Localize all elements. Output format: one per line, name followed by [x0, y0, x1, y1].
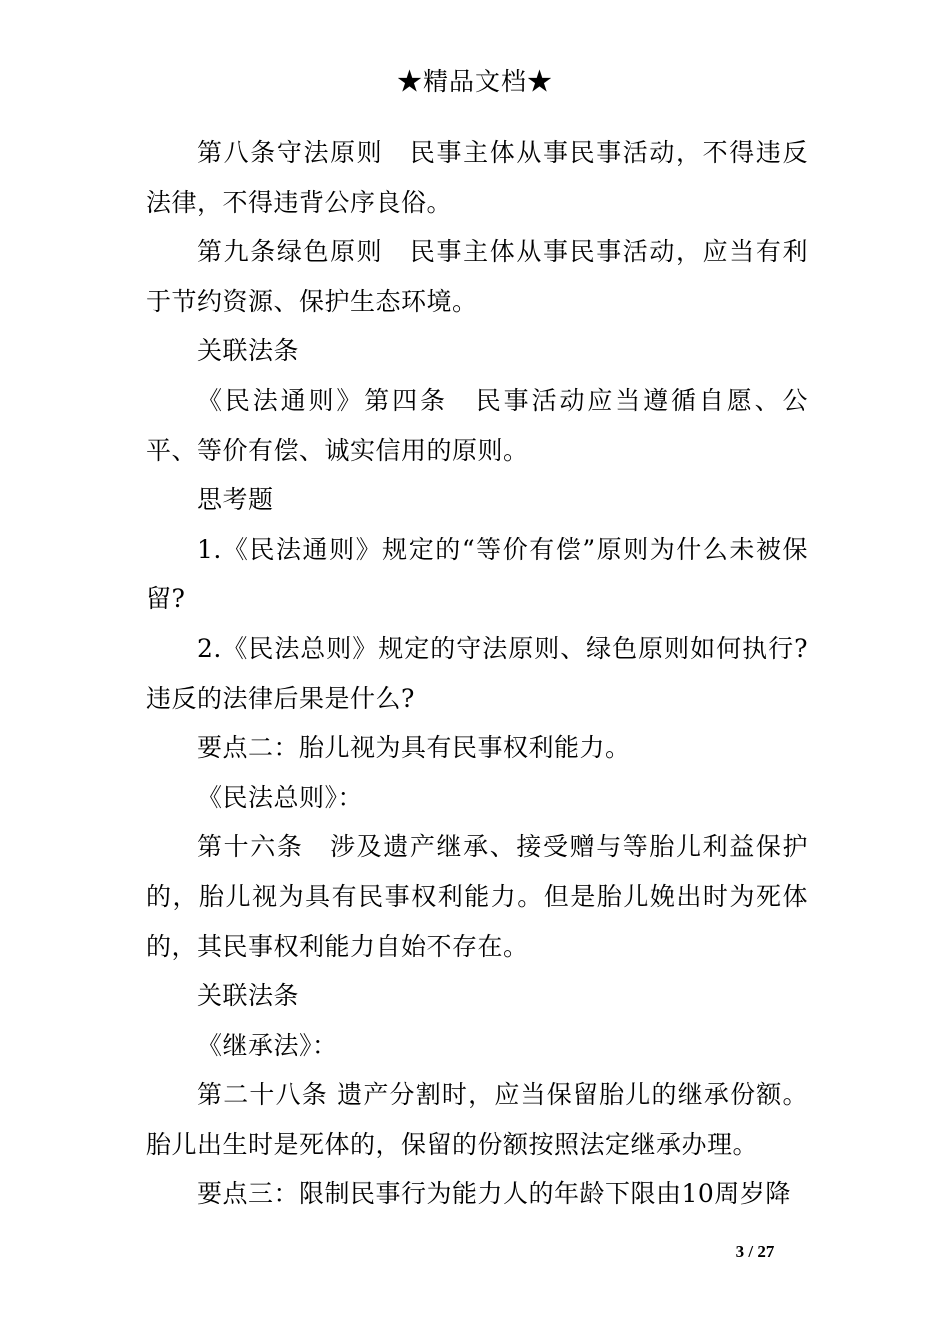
document-body [146, 128, 808, 1219]
paragraph-question-2: 2.《民法总则》规定的守法原则、绿色原则如何执行?违反的法律后果是什么? [146, 633, 808, 713]
paragraph-question-1: 1.《民法通则》规定的“等价有偿”原则为什么未被保留? [146, 534, 808, 614]
paragraph-article-8: 第八条守法原则 民事主体从事民事活动，不得违反法律，不得违背公序良俗。 [146, 138, 808, 217]
paragraph-related-provisions: 关联法条 [197, 336, 300, 366]
page-number: 3 / 27 [735, 1242, 775, 1261]
page-header-title: ★精品文档★ [396, 67, 553, 96]
paragraph-key-point-2: 要点二：胎儿视为具有民事权利能力。 [197, 733, 631, 763]
paragraph-general-principles-article-4: 《民法通则》第四条 民事活动应当遵循自愿、公平、等价有偿、诚实信用的原则。 [146, 385, 808, 465]
paragraph-key-point-3: 要点三：限制民事行为能力人的年龄下限由10周岁降 [197, 1179, 791, 1209]
paragraph-article-16: 第十六条 涉及遗产继承、接受赠与等胎儿利益保护的，胎儿视为具有民事权利能力。但是胎儿娩出时为死体的，其民事权利能力自始不存在。 [146, 832, 808, 961]
paragraph-general-provisions-title: 《民法总则》： [197, 782, 364, 812]
paragraph-inheritance-law-title: 《继承法》： [197, 1030, 338, 1060]
paragraph-related-provisions-2: 关联法条 [197, 981, 300, 1011]
paragraph-article-9: 第九条绿色原则 民事主体从事民事活动，应当有利于节约资源、保护生态环境。 [146, 237, 808, 316]
paragraph-questions-heading: 思考题 [197, 485, 274, 515]
paragraph-article-28: 第二十八条 遗产分割时，应当保留胎儿的继承份额。胎儿出生时是死体的，保留的份额按照法定继承办理。 [146, 1080, 808, 1159]
